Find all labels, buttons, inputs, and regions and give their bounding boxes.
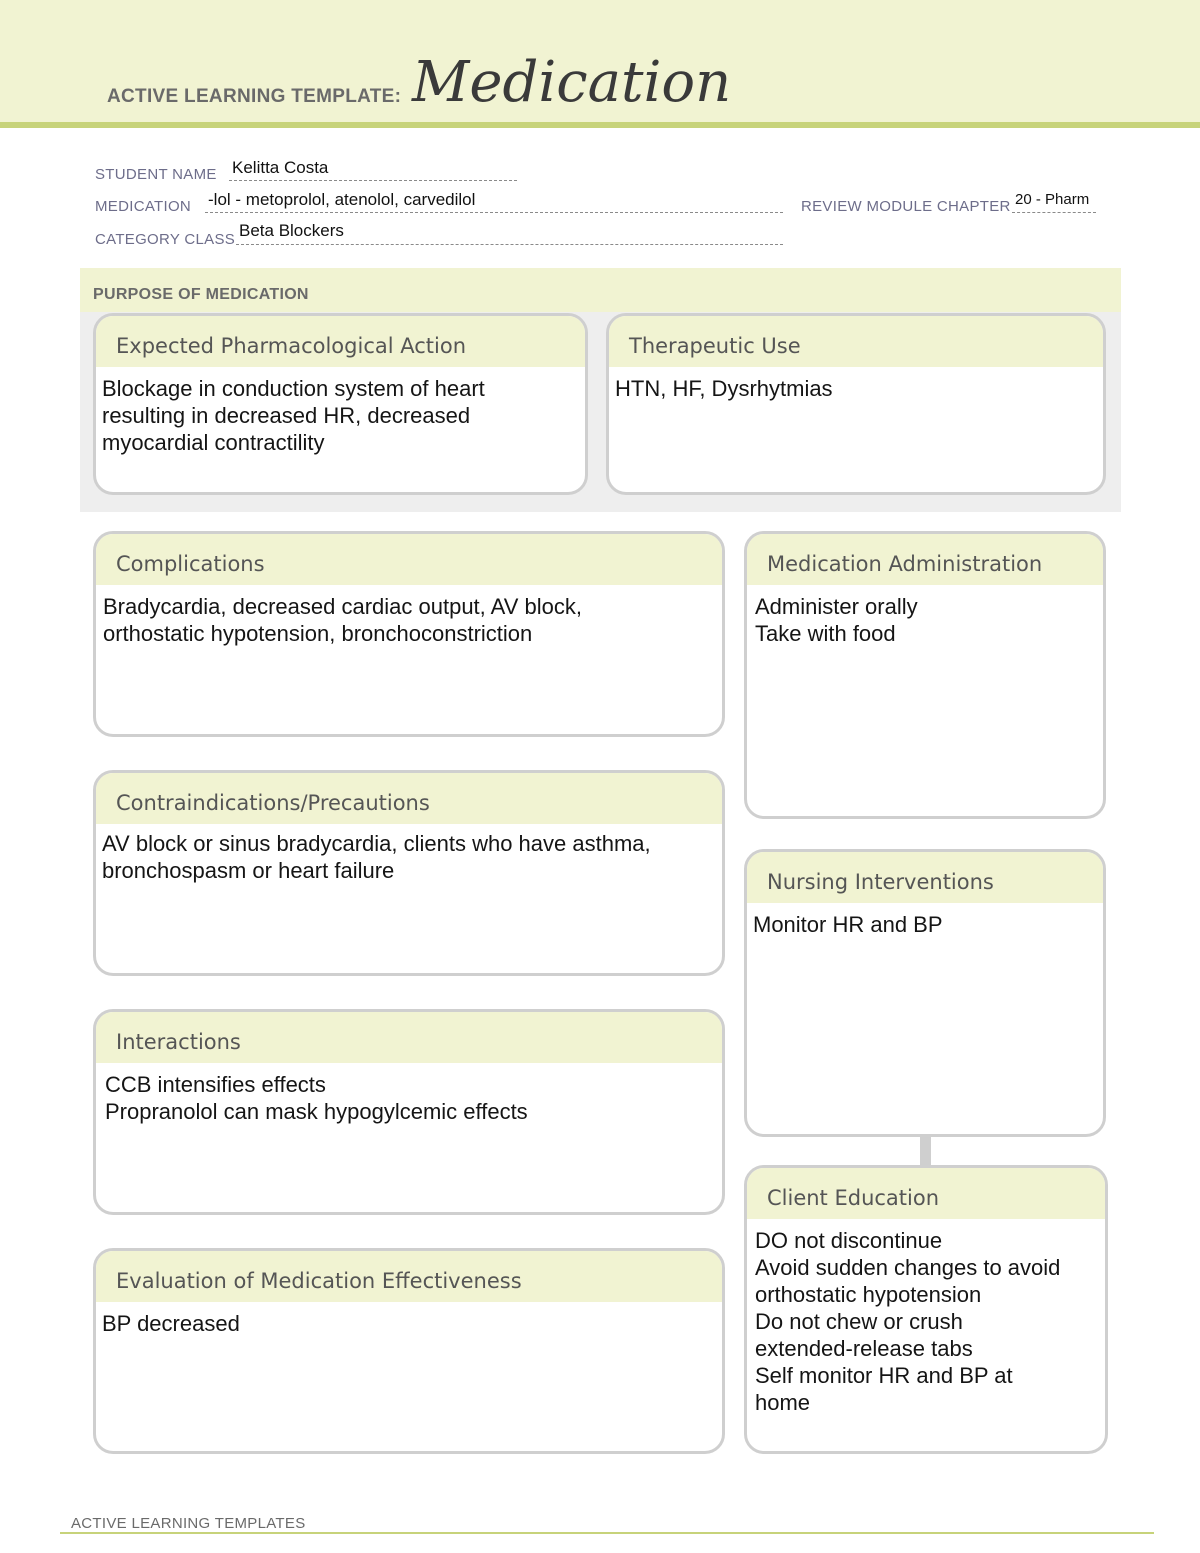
student-name-field[interactable]: Kelitta Costa [232,158,329,177]
nursing-card [744,849,1106,1137]
text-line: AV block or sinus bradycardia, clients who have asthma, [102,831,651,856]
review-module-field[interactable]: 20 - Pharm [1015,191,1090,208]
text-line: Administer orally [755,594,918,619]
contraindications-card [93,770,725,976]
text-line: myocardial contractility [102,430,325,455]
interactions-text[interactable] [96,1063,722,1125]
administration-title: Medication Administration [747,534,1103,585]
text-line: orthostatic hypotension [755,1282,982,1307]
text-line: bronchospasm or heart failure [102,858,395,883]
page-title: Medication [412,50,732,115]
text-line: BP decreased [102,1311,240,1336]
complications-text[interactable] [96,585,722,647]
text-line: Take with food [755,621,896,646]
complications-title: Complications [96,534,722,585]
template-label: ACTIVE LEARNING TEMPLATE: [107,86,402,107]
therapeutic-use-text[interactable] [609,367,1103,402]
text-line: Bradycardia, decreased cardiac output, AV block, [103,594,582,619]
expected-action-text[interactable] [96,367,585,456]
connector-bar [920,1135,931,1167]
review-module-line [1012,212,1096,213]
therapeutic-use-card [606,313,1106,495]
contraindications-text[interactable] [96,824,722,884]
text-line: home [755,1390,811,1415]
complications-card [93,531,725,737]
text-line: Do not chew or crush [755,1309,963,1334]
administration-card [744,531,1106,819]
therapeutic-use-title: Therapeutic Use [609,316,1103,367]
header-rule [0,122,1200,128]
student-name-line [229,180,517,181]
text-line: Blockage in conduction system of heart [102,376,485,401]
review-module-label: REVIEW MODULE CHAPTER [801,198,1011,215]
evaluation-text[interactable] [96,1302,722,1337]
education-card [744,1165,1108,1454]
medication-label: MEDICATION [95,198,192,215]
text-line: Monitor HR and BP [753,912,943,937]
text-line: DO not discontinue [755,1228,943,1253]
medication-line [205,212,783,213]
evaluation-title: Evaluation of Medication Effectiveness [96,1251,722,1302]
interactions-title: Interactions [96,1012,722,1063]
nursing-text[interactable] [747,903,1103,938]
text-line: resulting in decreased HR, decreased [102,403,471,428]
expected-action-title: Expected Pharmacological Action [96,316,585,367]
category-class-label: CATEGORY CLASS [95,231,236,248]
expected-action-card [93,313,588,495]
evaluation-card [93,1248,725,1454]
medication-field[interactable]: -lol - metoprolol, atenolol, carvedilol [208,190,476,209]
education-text[interactable] [747,1219,1105,1416]
text-line: Self monitor HR and BP at [755,1363,1013,1388]
category-class-line [236,244,783,245]
footer-label: ACTIVE LEARNING TEMPLATES [71,1515,306,1532]
category-class-field[interactable]: Beta Blockers [239,221,344,240]
text-line: extended-release tabs [755,1336,973,1361]
administration-text[interactable] [747,585,1103,647]
contraindications-title: Contraindications/Precautions [96,773,722,824]
text-line: orthostatic hypotension, bronchoconstriction [103,621,533,646]
text-line: Propranolol can mask hypogylcemic effects [105,1099,528,1124]
interactions-card [93,1009,725,1215]
text-line: CCB intensifies effects [105,1072,326,1097]
text-line: HTN, HF, Dysrhytmias [615,376,833,401]
purpose-label: PURPOSE OF MEDICATION [93,286,309,303]
text-line: Avoid sudden changes to avoid [755,1255,1061,1280]
footer-rule [60,1532,1154,1534]
nursing-title: Nursing Interventions [747,852,1103,903]
student-name-label: STUDENT NAME [95,166,217,183]
education-title: Client Education [747,1168,1105,1219]
